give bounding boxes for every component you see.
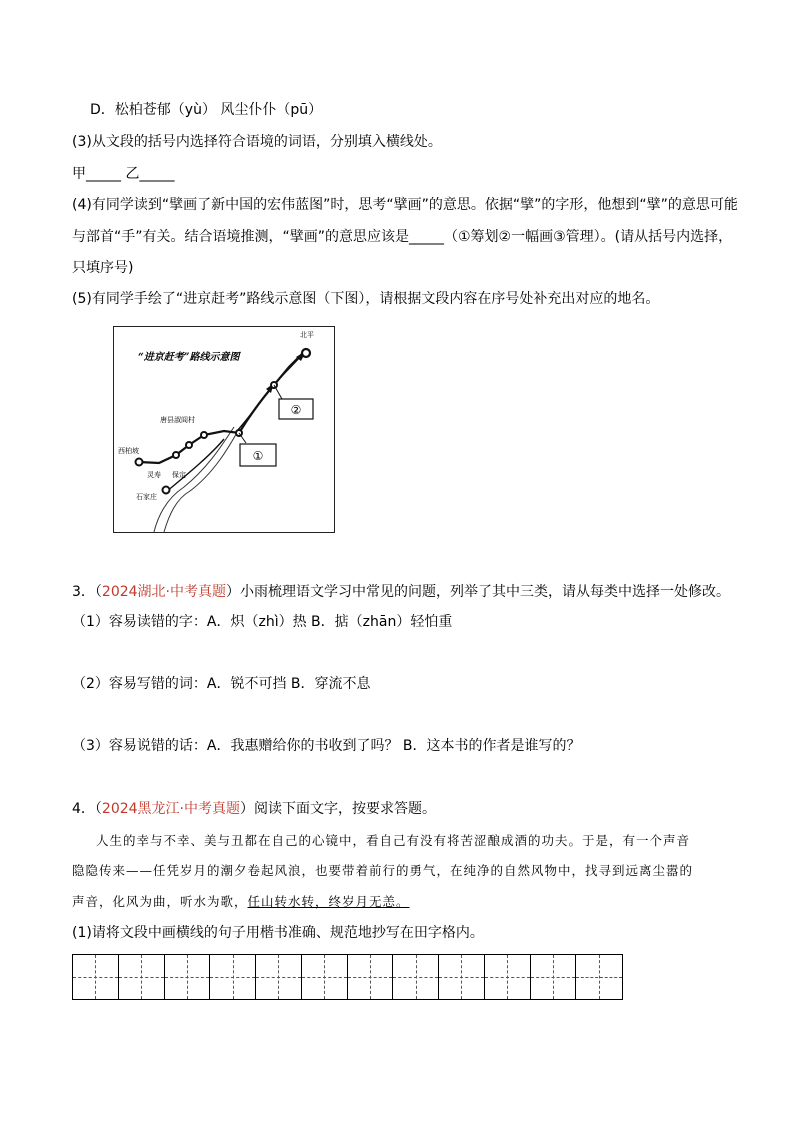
grid-guide-horizontal [439, 977, 484, 978]
passage-line-3 [72, 893, 410, 911]
route-map [113, 326, 335, 533]
question-3-item-3: （3）容易说错的话：A．我惠赠给你的书收到了吗？ B．这本书的作者是谁写的？ [72, 738, 581, 754]
label-beiping: 北平 [300, 331, 314, 339]
question-4-sub-1: (1)请将文段中画横线的句子用楷书准确、规范地抄写在田字格内。 [72, 925, 484, 941]
box-1-label: ① [252, 449, 264, 463]
grid-cell[interactable] [256, 955, 302, 999]
grid-guide-horizontal [393, 977, 438, 978]
grid-guide-horizontal [256, 977, 301, 978]
sub-question-5: (5)有同学手绘了“进京赶考”路线示意图（下图），请根据文段内容在序号处补充出对应的地名。 [72, 291, 660, 307]
question-text: 小雨梳理语文学习中常见的问题，列举了其中三类，请从每类中选择一处修改。 [240, 584, 731, 600]
grid-cell[interactable] [393, 955, 439, 999]
writing-grid[interactable] [72, 954, 623, 1000]
question-text: 阅读下面文字，按要求答题。 [254, 801, 437, 817]
label-tangxian: 唐县淑闾村 [160, 416, 195, 424]
grid-cell[interactable] [439, 955, 485, 999]
grid-guide-horizontal [119, 977, 164, 978]
grid-guide-horizontal [485, 977, 530, 978]
town-dot [186, 442, 192, 448]
river-line [164, 429, 239, 532]
answer-blanks: 甲_____ 乙_____ [72, 166, 175, 182]
passage-line-2: 隐隐传来——任凭岁月的潮夕卷起风浪，也要带着前行的勇气，在纯净的自然风物中，找寻到远离尘嚣的 [72, 863, 694, 878]
leader-line [274, 385, 282, 399]
label-shijiazhuang: 石家庄 [136, 493, 157, 501]
sub-question-3: (3)从文段的括号内选择符合语境的词语，分别填入横线处。 [72, 134, 442, 150]
question-number: 4． [72, 801, 95, 817]
question-source: 2024黑龙江·中考真题 [101, 801, 241, 817]
question-3-stem: 3．（2024湖北·中考真题）小雨梳理语文学习中常见的问题，列举了其中三类，请从每类中选择一处修改。 [72, 584, 731, 600]
label-xibaipo: 西柏坡 [118, 447, 139, 455]
grid-guide-horizontal [165, 977, 210, 978]
sub-question-4-line2: 与部首“手”有关。结合语境推测，“擘画”的意思应该是_____（①筹划②一幅画③管理）。(请从括号内选择， [72, 229, 733, 245]
grid-guide-horizontal [210, 977, 255, 978]
map-title: “进京赶考”路线示意图 [138, 352, 240, 363]
grid-guide-horizontal [576, 977, 622, 978]
grid-cell[interactable] [348, 955, 394, 999]
town-dot [302, 349, 310, 357]
grid-cell[interactable] [165, 955, 211, 999]
town-dot [201, 432, 207, 438]
passage-plain: 声音，化风为曲，听水为歌， [72, 894, 248, 909]
grid-cell[interactable] [73, 955, 119, 999]
question-4-stem: 4．（2024黑龙江·中考真题）阅读下面文字，按要求答题。 [72, 801, 437, 817]
grid-guide-horizontal [302, 977, 347, 978]
grid-cell[interactable] [119, 955, 165, 999]
grid-guide-horizontal [348, 977, 393, 978]
question-3-item-2: （2）容易写错的词：A．锐不可挡 B．穿流不息 [72, 676, 371, 692]
grid-cell[interactable] [210, 955, 256, 999]
town-dot [163, 487, 170, 494]
sub-question-4-line1: (4)有同学读到“擘画了新中国的宏伟蓝图”时，思考“擘画”的意思。依据“擘”的字形，他想到“擘”的意思可能 [72, 197, 738, 213]
town-dot [173, 452, 179, 458]
grid-cell[interactable] [485, 955, 531, 999]
box-2-label: ② [290, 403, 302, 417]
sub-question-4-line3: 只填序号) [72, 260, 134, 276]
grid-cell[interactable] [302, 955, 348, 999]
question-source: 2024湖北·中考真题 [101, 584, 227, 600]
grid-guide-horizontal [73, 977, 118, 978]
grid-cell[interactable] [576, 955, 622, 999]
label-lingshou: 灵寿 [147, 471, 161, 479]
label-baoding: 保定 [172, 471, 186, 479]
question-3-item-1: （1）容易读错的字：A．炽（zhì）热 B．掂（zhān）轻怕重 [72, 614, 453, 630]
grid-guide-horizontal [531, 977, 576, 978]
route-map-drawing [114, 327, 334, 532]
passage-underlined: 任山转水转，终岁月无恙。 [247, 894, 410, 909]
grid-cell[interactable] [531, 955, 577, 999]
town-dot [136, 459, 143, 466]
passage-line-1: 人生的幸与不幸、美与丑都在自己的心镜中，看自己有没有将苦涩酿成酒的功夫。于是，有一个声音 [96, 833, 691, 848]
option-d: D．松柏苍郁（yù） 风尘仆仆（pū） [90, 102, 323, 118]
question-number: 3． [72, 584, 95, 600]
